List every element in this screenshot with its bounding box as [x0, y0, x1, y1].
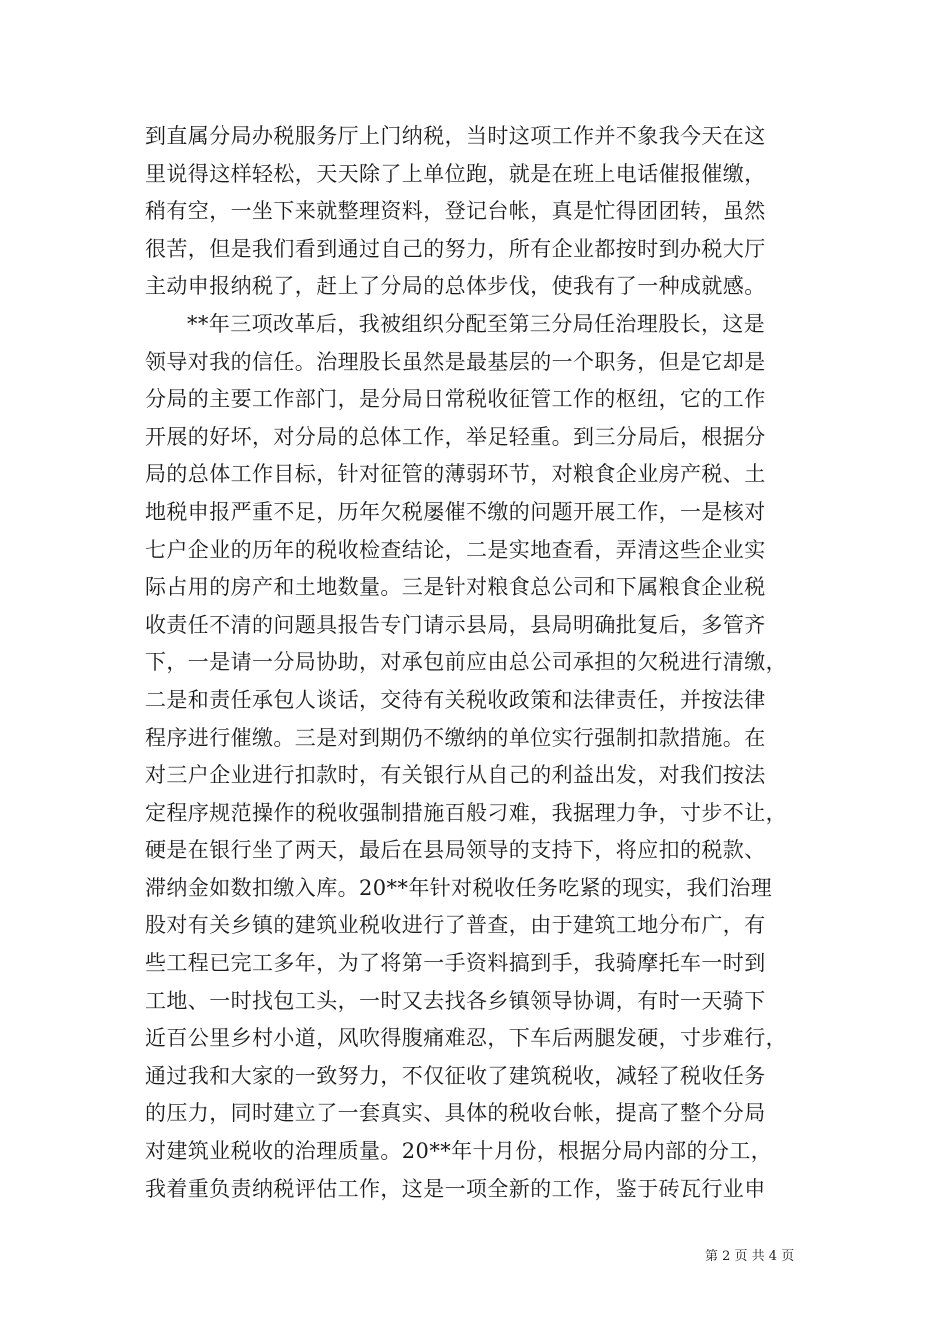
- text-line: 主动申报纳税了，赶上了分局的总体步伐，使我有了一种成就感。: [145, 274, 766, 299]
- text-line: 下，一是请一分局协助，对承包前应由总公司承担的欠税进行清缴，: [145, 650, 787, 675]
- text-line: 对建筑业税收的治理质量。20**年十月份，根据分局内部的分工，: [145, 1139, 773, 1164]
- text-line: 股对有关乡镇的建筑业税收进行了普查，由于建筑工地分布广，有: [145, 913, 766, 938]
- text-line: 程序进行催缴。三是对到期仍不缴纳的单位实行强制扣款措施。在: [145, 725, 766, 750]
- text-line: 滞纳金如数扣缴入库。20**年针对税收任务吃紧的现实，我们治理: [145, 875, 773, 900]
- text-line: 地税申报严重不足，历年欠税屡催不缴的问题开展工作，一是核对: [145, 499, 766, 524]
- page-number-footer: 第 2 页 共 4 页: [705, 1249, 795, 1264]
- text-line: 二是和责任承包人谈话，交待有关税收政策和法律责任，并按法律: [145, 687, 766, 712]
- text-line: 际占用的房产和土地数量。三是针对粮食总公司和下属粮食企业税: [145, 575, 766, 600]
- text-line: 领导对我的信任。治理股长虽然是最基层的一个职务，但是它却是: [145, 349, 766, 374]
- paragraph-start-line: **年三项改革后，我被组织分配至第三分局任治理股长，这是: [187, 311, 766, 336]
- body-text: [145, 118, 825, 1208]
- text-line: 我着重负责纳税评估工作，这是一项全新的工作，鉴于砖瓦行业申: [145, 1176, 766, 1201]
- text-line: 开展的好坏，对分局的总体工作，举足轻重。到三分局后，根据分: [145, 424, 766, 449]
- text-line: 的压力，同时建立了一套真实、具体的税收台帐，提高了整个分局: [145, 1101, 766, 1126]
- text-line: 些工程已完工多年，为了将第一手资料搞到手，我骑摩托车一时到: [145, 951, 766, 976]
- text-line: 里说得这样轻松，天天除了上单位跑，就是在班上电话催报催缴，: [145, 161, 766, 186]
- text-line: 定程序规范操作的税收强制措施百般刁难，我据理力争，寸步不让，: [145, 800, 787, 825]
- text-line: 七户企业的历年的税收检查结论，二是实地查看，弄清这些企业实: [145, 537, 766, 562]
- text-line: 局的总体工作目标，针对征管的薄弱环节，对粮食企业房产税、土: [145, 462, 766, 487]
- text-line: 对三户企业进行扣款时，有关银行从自己的利益出发，对我们按法: [145, 763, 766, 788]
- text-line: 到直属分局办税服务厅上门纳税，当时这项工作并不象我今天在这: [145, 124, 766, 148]
- text-line: 近百公里乡村小道，风吹得腹痛难忍，下车后两腿发硬，寸步难行，: [145, 1026, 787, 1051]
- text-line: 硬是在银行坐了两天，最后在县局领导的支持下，将应扣的税款、: [145, 838, 766, 863]
- text-line: 稍有空，一坐下来就整理资料，登记台帐，真是忙得团团转，虽然: [145, 199, 766, 224]
- text-line: 收责任不清的问题具报告专门请示县局，县局明确批复后，多管齐: [145, 612, 766, 637]
- text-line: 很苦，但是我们看到通过自己的努力，所有企业都按时到办税大厅: [145, 236, 766, 261]
- text-line: 工地、一时找包工头，一时又去找各乡镇领导协调，有时一天骑下: [145, 988, 766, 1013]
- text-line: 通过我和大家的一致努力，不仅征收了建筑税收，减轻了税收任务: [145, 1063, 766, 1088]
- text-line: 分局的主要工作部门，是分局日常税收征管工作的枢纽，它的工作: [145, 387, 766, 412]
